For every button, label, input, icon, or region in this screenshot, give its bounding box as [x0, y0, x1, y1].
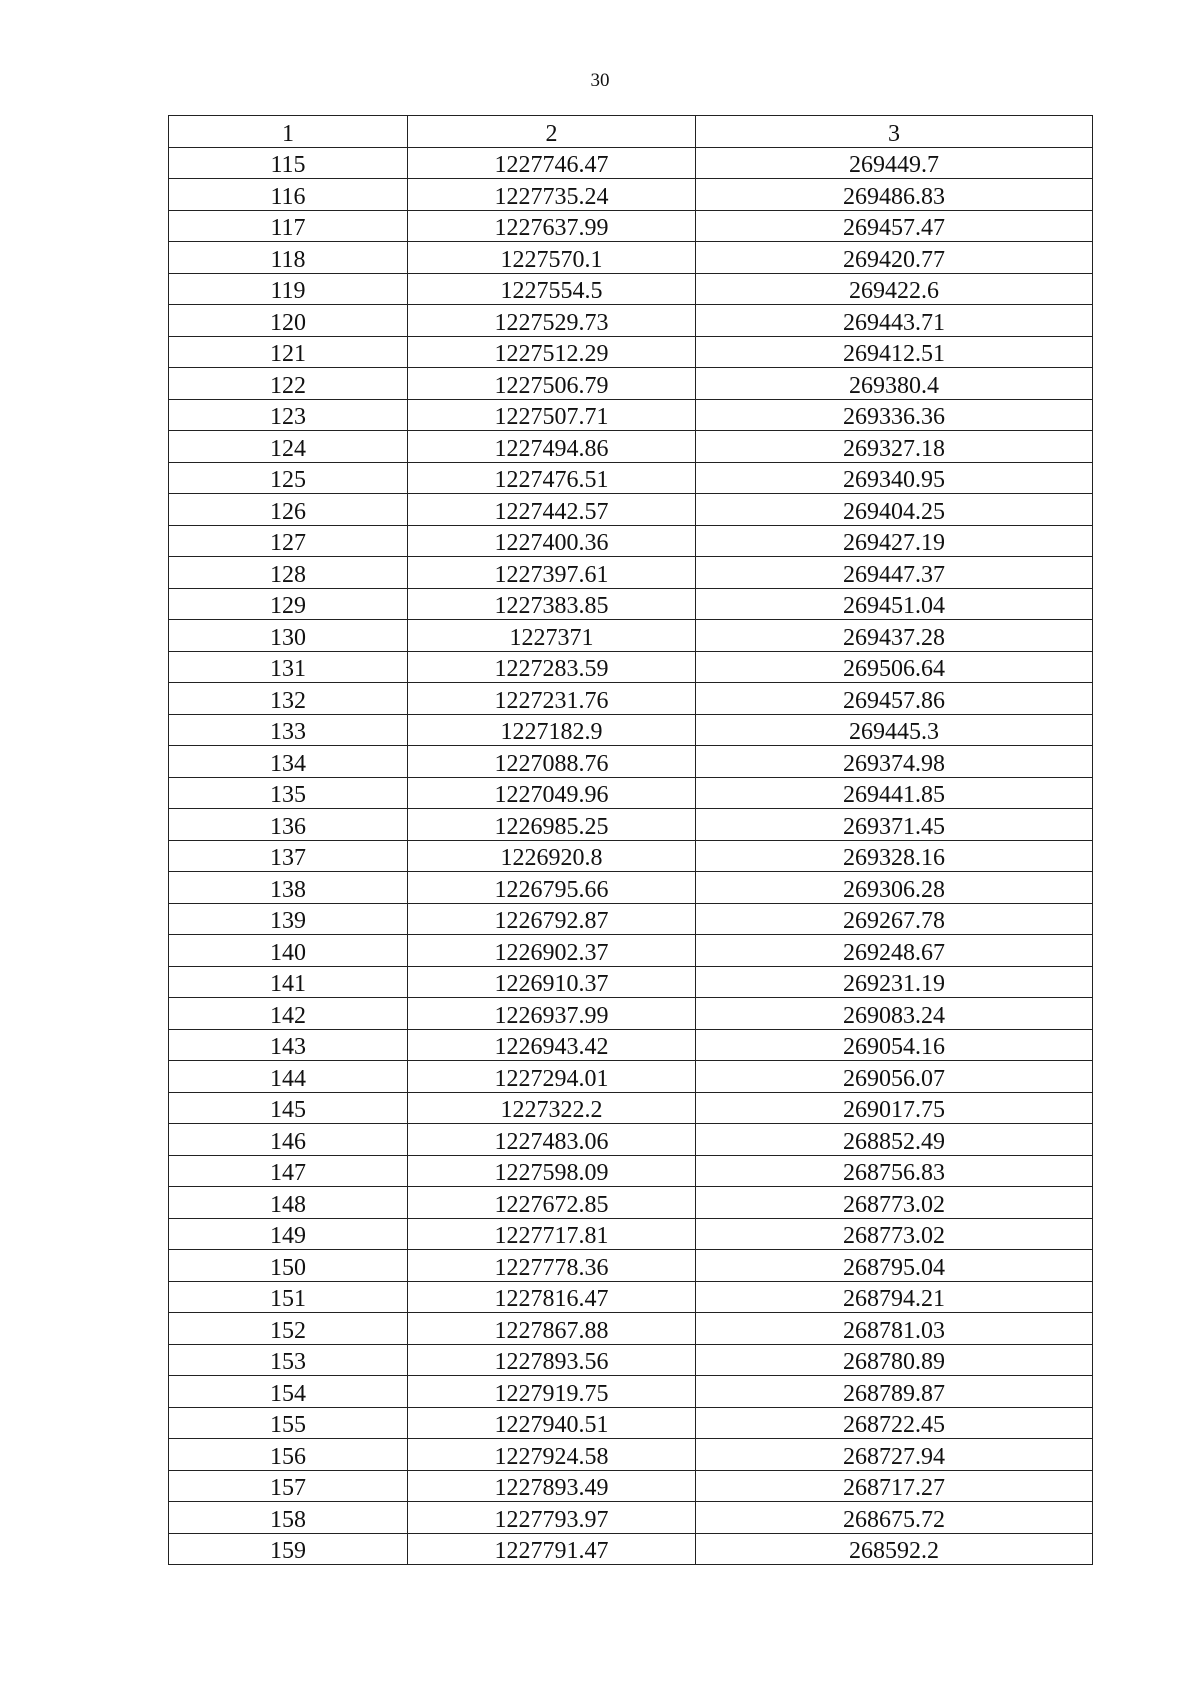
point-number-cell: 158	[169, 1502, 408, 1534]
y-coordinate-cell: 268852.49	[696, 1124, 1093, 1156]
table-row	[169, 746, 1093, 778]
table-row	[169, 1439, 1093, 1471]
y-coordinate-cell: 269457.86	[696, 683, 1093, 715]
y-coordinate-cell: 269267.78	[696, 903, 1093, 935]
y-coordinate-cell: 268773.02	[696, 1218, 1093, 1250]
point-number-cell: 122	[169, 368, 408, 400]
table-row	[169, 399, 1093, 431]
table-row	[169, 305, 1093, 337]
table-row	[169, 1470, 1093, 1502]
table-row	[169, 935, 1093, 967]
y-coordinate-cell: 268592.2	[696, 1533, 1093, 1565]
table-row	[169, 588, 1093, 620]
y-coordinate-cell: 269412.51	[696, 336, 1093, 368]
y-coordinate-cell: 269374.98	[696, 746, 1093, 778]
x-coordinate-cell: 1226792.87	[408, 903, 696, 935]
table-row	[169, 966, 1093, 998]
y-coordinate-cell: 268781.03	[696, 1313, 1093, 1345]
x-coordinate-cell: 1227940.51	[408, 1407, 696, 1439]
x-coordinate-cell: 1227476.51	[408, 462, 696, 494]
x-coordinate-cell: 1227570.1	[408, 242, 696, 274]
x-coordinate-cell: 1227283.59	[408, 651, 696, 683]
y-coordinate-cell: 268727.94	[696, 1439, 1093, 1471]
point-number-cell: 154	[169, 1376, 408, 1408]
table-row	[169, 1344, 1093, 1376]
y-coordinate-cell: 268795.04	[696, 1250, 1093, 1282]
page-number: 30	[590, 70, 610, 91]
x-coordinate-cell: 1227529.73	[408, 305, 696, 337]
table-row	[169, 1029, 1093, 1061]
x-coordinate-cell: 1227867.88	[408, 1313, 696, 1345]
point-number-cell: 134	[169, 746, 408, 778]
table-row	[169, 651, 1093, 683]
y-coordinate-cell: 269447.37	[696, 557, 1093, 589]
x-coordinate-cell: 1227746.47	[408, 147, 696, 179]
x-coordinate-cell: 1227506.79	[408, 368, 696, 400]
x-coordinate-cell: 1227507.71	[408, 399, 696, 431]
x-coordinate-cell: 1227735.24	[408, 179, 696, 211]
table-row	[169, 462, 1093, 494]
x-coordinate-cell: 1227793.97	[408, 1502, 696, 1534]
x-coordinate-cell: 1227919.75	[408, 1376, 696, 1408]
x-coordinate-cell: 1227400.36	[408, 525, 696, 557]
coordinates-table	[168, 115, 1093, 1565]
x-coordinate-cell: 1227893.56	[408, 1344, 696, 1376]
point-number-cell: 149	[169, 1218, 408, 1250]
x-coordinate-cell: 1226937.99	[408, 998, 696, 1030]
y-coordinate-cell: 269404.25	[696, 494, 1093, 526]
point-number-cell: 141	[169, 966, 408, 998]
point-number-cell: 118	[169, 242, 408, 274]
x-coordinate-cell: 1226910.37	[408, 966, 696, 998]
y-coordinate-cell: 268794.21	[696, 1281, 1093, 1313]
column-header-2: 2	[408, 116, 696, 148]
column-header-1: 1	[169, 116, 408, 148]
y-coordinate-cell: 269445.3	[696, 714, 1093, 746]
x-coordinate-cell: 1227088.76	[408, 746, 696, 778]
table-row	[169, 368, 1093, 400]
x-coordinate-cell: 1227494.86	[408, 431, 696, 463]
y-coordinate-cell: 268780.89	[696, 1344, 1093, 1376]
x-coordinate-cell: 1227598.09	[408, 1155, 696, 1187]
table-row	[169, 1124, 1093, 1156]
y-coordinate-cell: 269451.04	[696, 588, 1093, 620]
y-coordinate-cell: 269083.24	[696, 998, 1093, 1030]
x-coordinate-cell: 1226902.37	[408, 935, 696, 967]
table-row	[169, 431, 1093, 463]
point-number-cell: 130	[169, 620, 408, 652]
y-coordinate-cell: 269336.36	[696, 399, 1093, 431]
y-coordinate-cell: 269328.16	[696, 840, 1093, 872]
y-coordinate-cell: 269380.4	[696, 368, 1093, 400]
x-coordinate-cell: 1227182.9	[408, 714, 696, 746]
x-coordinate-cell: 1227554.5	[408, 273, 696, 305]
table-row	[169, 1218, 1093, 1250]
point-number-cell: 156	[169, 1439, 408, 1471]
x-coordinate-cell: 1227397.61	[408, 557, 696, 589]
point-number-cell: 125	[169, 462, 408, 494]
point-number-cell: 123	[169, 399, 408, 431]
x-coordinate-cell: 1227442.57	[408, 494, 696, 526]
point-number-cell: 143	[169, 1029, 408, 1061]
y-coordinate-cell: 269443.71	[696, 305, 1093, 337]
y-coordinate-cell: 269327.18	[696, 431, 1093, 463]
x-coordinate-cell: 1227294.01	[408, 1061, 696, 1093]
table-row	[169, 336, 1093, 368]
y-coordinate-cell: 269437.28	[696, 620, 1093, 652]
point-number-cell: 152	[169, 1313, 408, 1345]
column-header-3: 3	[696, 116, 1093, 148]
table-row	[169, 1187, 1093, 1219]
point-number-cell: 137	[169, 840, 408, 872]
point-number-cell: 128	[169, 557, 408, 589]
table-row	[169, 683, 1093, 715]
table-row	[169, 777, 1093, 809]
y-coordinate-cell: 269427.19	[696, 525, 1093, 557]
x-coordinate-cell: 1227717.81	[408, 1218, 696, 1250]
point-number-cell: 136	[169, 809, 408, 841]
x-coordinate-cell: 1226943.42	[408, 1029, 696, 1061]
y-coordinate-cell: 269248.67	[696, 935, 1093, 967]
point-number-cell: 131	[169, 651, 408, 683]
point-number-cell: 146	[169, 1124, 408, 1156]
y-coordinate-cell: 269441.85	[696, 777, 1093, 809]
point-number-cell: 155	[169, 1407, 408, 1439]
x-coordinate-cell: 1227672.85	[408, 1187, 696, 1219]
table-row	[169, 714, 1093, 746]
table-header	[169, 116, 1093, 148]
point-number-cell: 119	[169, 273, 408, 305]
x-coordinate-cell: 1227322.2	[408, 1092, 696, 1124]
x-coordinate-cell: 1227383.85	[408, 588, 696, 620]
table-row	[169, 147, 1093, 179]
point-number-cell: 124	[169, 431, 408, 463]
y-coordinate-cell: 269306.28	[696, 872, 1093, 904]
point-number-cell: 144	[169, 1061, 408, 1093]
x-coordinate-cell: 1227924.58	[408, 1439, 696, 1471]
table-row	[169, 1502, 1093, 1534]
table-row	[169, 1407, 1093, 1439]
y-coordinate-cell: 268717.27	[696, 1470, 1093, 1502]
point-number-cell: 140	[169, 935, 408, 967]
x-coordinate-cell: 1227231.76	[408, 683, 696, 715]
y-coordinate-cell: 269486.83	[696, 179, 1093, 211]
table-row	[169, 809, 1093, 841]
y-coordinate-cell: 269506.64	[696, 651, 1093, 683]
table-row	[169, 273, 1093, 305]
table-row	[169, 1250, 1093, 1282]
table-row	[169, 1533, 1093, 1565]
y-coordinate-cell: 268789.87	[696, 1376, 1093, 1408]
y-coordinate-cell: 269457.47	[696, 210, 1093, 242]
y-coordinate-cell: 269054.16	[696, 1029, 1093, 1061]
point-number-cell: 150	[169, 1250, 408, 1282]
y-coordinate-cell: 269231.19	[696, 966, 1093, 998]
y-coordinate-cell: 269420.77	[696, 242, 1093, 274]
table-row	[169, 494, 1093, 526]
table-row	[169, 1061, 1093, 1093]
point-number-cell: 151	[169, 1281, 408, 1313]
point-number-cell: 153	[169, 1344, 408, 1376]
table-row	[169, 525, 1093, 557]
point-number-cell: 126	[169, 494, 408, 526]
y-coordinate-cell: 268756.83	[696, 1155, 1093, 1187]
x-coordinate-cell: 1227049.96	[408, 777, 696, 809]
table-row	[169, 242, 1093, 274]
table-row	[169, 1092, 1093, 1124]
x-coordinate-cell: 1227778.36	[408, 1250, 696, 1282]
x-coordinate-cell: 1227893.49	[408, 1470, 696, 1502]
point-number-cell: 159	[169, 1533, 408, 1565]
table-row	[169, 1313, 1093, 1345]
point-number-cell: 147	[169, 1155, 408, 1187]
table-row	[169, 872, 1093, 904]
x-coordinate-cell: 1226795.66	[408, 872, 696, 904]
x-coordinate-cell: 1227637.99	[408, 210, 696, 242]
y-coordinate-cell: 268773.02	[696, 1187, 1093, 1219]
point-number-cell: 129	[169, 588, 408, 620]
table-row	[169, 903, 1093, 935]
table-row	[169, 998, 1093, 1030]
x-coordinate-cell: 1226985.25	[408, 809, 696, 841]
point-number-cell: 157	[169, 1470, 408, 1502]
table-row	[169, 557, 1093, 589]
point-number-cell: 117	[169, 210, 408, 242]
point-number-cell: 138	[169, 872, 408, 904]
y-coordinate-cell: 269422.6	[696, 273, 1093, 305]
y-coordinate-cell: 269056.07	[696, 1061, 1093, 1093]
x-coordinate-cell: 1227816.47	[408, 1281, 696, 1313]
table-row	[169, 210, 1093, 242]
y-coordinate-cell: 269017.75	[696, 1092, 1093, 1124]
point-number-cell: 121	[169, 336, 408, 368]
point-number-cell: 132	[169, 683, 408, 715]
x-coordinate-cell: 1227791.47	[408, 1533, 696, 1565]
point-number-cell: 115	[169, 147, 408, 179]
table-row	[169, 620, 1093, 652]
y-coordinate-cell: 268675.72	[696, 1502, 1093, 1534]
x-coordinate-cell: 1227483.06	[408, 1124, 696, 1156]
table-row	[169, 840, 1093, 872]
table-row	[169, 1155, 1093, 1187]
y-coordinate-cell: 269449.7	[696, 147, 1093, 179]
header-row	[169, 116, 1093, 148]
y-coordinate-cell: 269340.95	[696, 462, 1093, 494]
point-number-cell: 142	[169, 998, 408, 1030]
x-coordinate-cell: 1227512.29	[408, 336, 696, 368]
x-coordinate-cell: 1227371	[408, 620, 696, 652]
table-row	[169, 179, 1093, 211]
point-number-cell: 120	[169, 305, 408, 337]
point-number-cell: 116	[169, 179, 408, 211]
y-coordinate-cell: 269371.45	[696, 809, 1093, 841]
point-number-cell: 133	[169, 714, 408, 746]
point-number-cell: 139	[169, 903, 408, 935]
table-row	[169, 1376, 1093, 1408]
point-number-cell: 148	[169, 1187, 408, 1219]
y-coordinate-cell: 268722.45	[696, 1407, 1093, 1439]
table-body	[169, 147, 1093, 1565]
point-number-cell: 135	[169, 777, 408, 809]
table-row	[169, 1281, 1093, 1313]
point-number-cell: 145	[169, 1092, 408, 1124]
x-coordinate-cell: 1226920.8	[408, 840, 696, 872]
point-number-cell: 127	[169, 525, 408, 557]
